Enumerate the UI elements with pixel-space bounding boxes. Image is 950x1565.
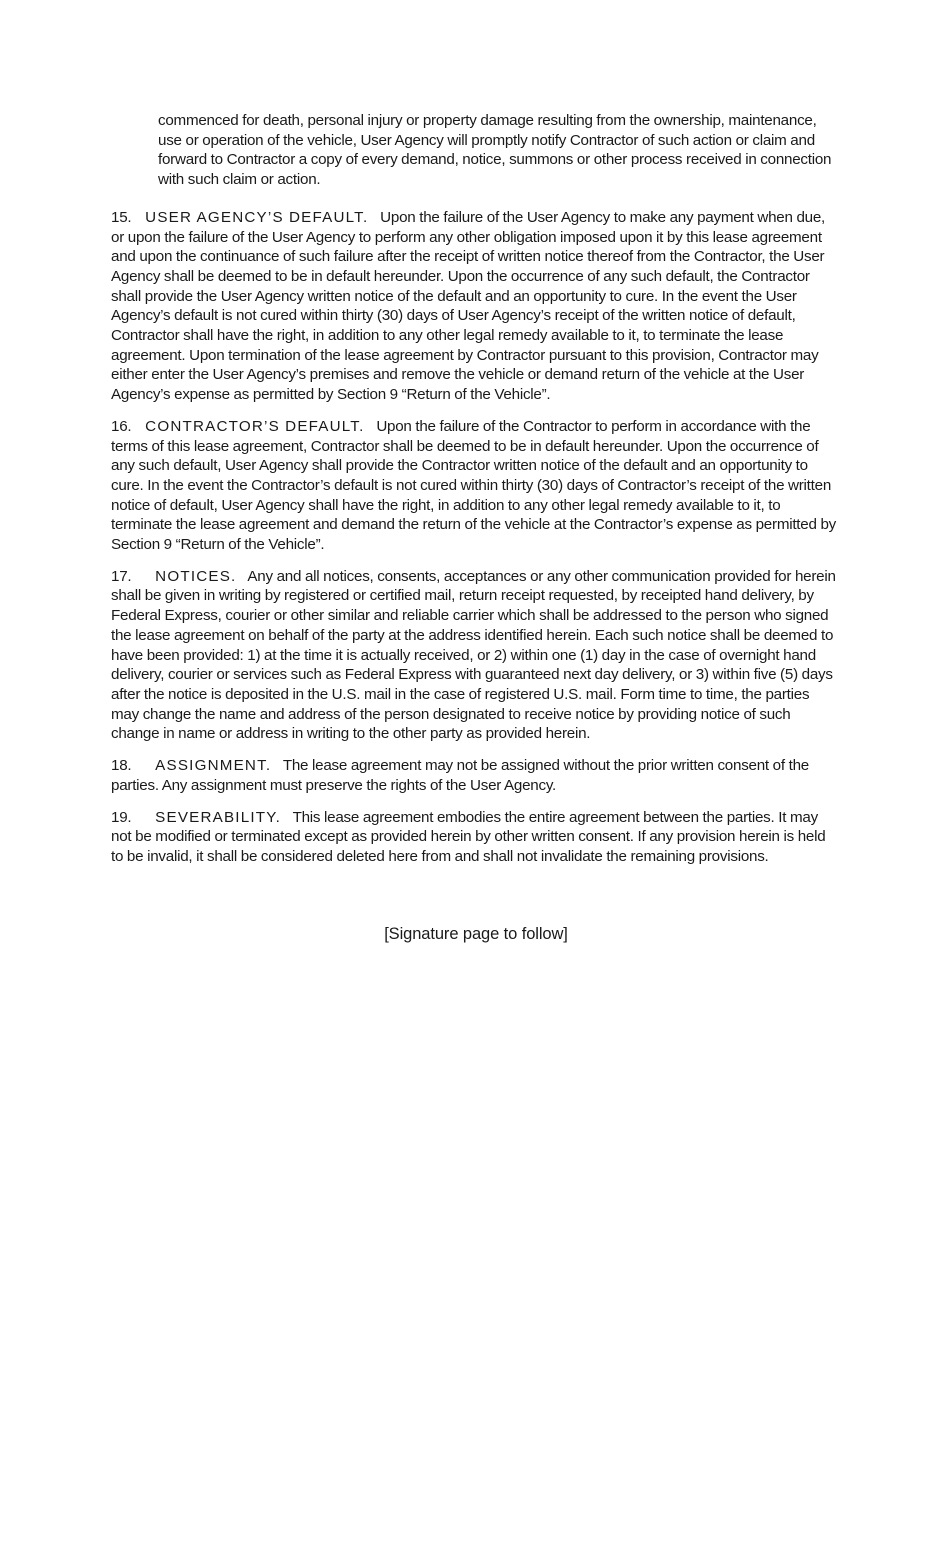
document-page [111,111,841,944]
section-body: Upon the failure of the Contractor to perform in accordance with the terms of this lease agreement, Contractor shall be deemed to be in default hereunder. Upon the occurrence of any such default, User Agency shall provide the Contractor written notice of the default and an opportunity to cure. In the event the Contractor’s default is not cured within thirty (30) days of Contractor’s receipt of the written notice of default, User Agency shall have the right, in addition to any other legal remedy available to it, to terminate the lease agreement and demand the return of the vehicle at the Contractor’s expense as permitted by Section 9 “Return of the Vehicle”. [111,417,836,554]
section-heading: USER AGENCY’S DEFAULT. [145,208,369,226]
section-number: 18. [111,757,132,775]
continuation-paragraph: commenced for death, personal injury or property damage resulting from the ownership, maintenance, use or operation of the vehicle, User Agency will promptly notify Contractor of such action or claim and forward to Contractor a copy of every demand, notice, summons or other process received in connection with such claim or action. [158,112,832,189]
section-17 [111,567,841,744]
section-number: 19. [111,808,132,826]
section-heading: SEVERABILITY. [155,808,282,826]
section-body: The lease agreement may not be assigned without the prior written consent of the parties. Any assignment must preserve the rights of the User Agency. [111,757,809,794]
section-body: This lease agreement embodies the entire agreement between the parties. It may not be modified or terminated except as provided herein by other written consent. If any provision herein is held to be invalid, it shall be considered deleted here from and shall not invalidate the remaining provisions. [111,808,826,865]
section-heading: ASSIGNMENT. [155,757,272,775]
section-16 [111,417,841,555]
section-body: Upon the failure of the User Agency to make any payment when due, or upon the failure of the User Agency to perform any other obligation imposed upon it by this lease agreement and upon the continuance of such failure after the receipt of written notice thereof from the Contractor, the User Agency shall be deemed to be in default hereunder. Upon the occurrence of any such default, the Contractor shall provide the User Agency written notice of the default and an opportunity to cure. In the event the User Agency’s default is not cured within thirty (30) days of User Agency’s receipt of the written notice of default, Contractor shall have the right, in addition to any other legal remedy available to it, to terminate the lease agreement. Upon termination of the lease agreement by Contractor pursuant to this provision, Contractor may either enter the User Agency’s premises and remove the vehicle or demand return of the vehicle at the User Agency’s expense as permitted by Section 9 “Return of the Vehicle”. [111,208,825,404]
section-body: Any and all notices, consents, acceptances or any other communication provided for herein shall be given in writing by registered or certified mail, return receipt requested, by receipted hand delivery, by Federal Express, courier or other similar and reliable carrier which shall be addressed to the person who signed the lease agreement on behalf of the party at the address identified herein. Each such notice shall be deemed to have been provided: 1) at the time it is actually received, or 2) within one (1) day in the case of overnight hand delivery, courier or services such as Federal Express with guaranteed next day delivery, or 3) within five (5) days after the notice is deposited in the U.S. mail in the case of registered U.S. mail. Form time to time, the parties may change the name and address of the person designated to receive notice by providing notice of such change in name or address in writing to the other party as provided herein. [111,567,836,743]
section-heading: CONTRACTOR’S DEFAULT. [145,417,365,435]
section-18 [111,756,841,795]
section-number: 17. [111,567,132,585]
section-number: 16. [111,417,132,435]
section-number: 15. [111,208,132,226]
section-15 [111,208,841,405]
section-heading: NOTICES. [155,567,237,585]
section-19 [111,808,841,867]
signature-page-note: [Signature page to follow] [384,924,568,943]
